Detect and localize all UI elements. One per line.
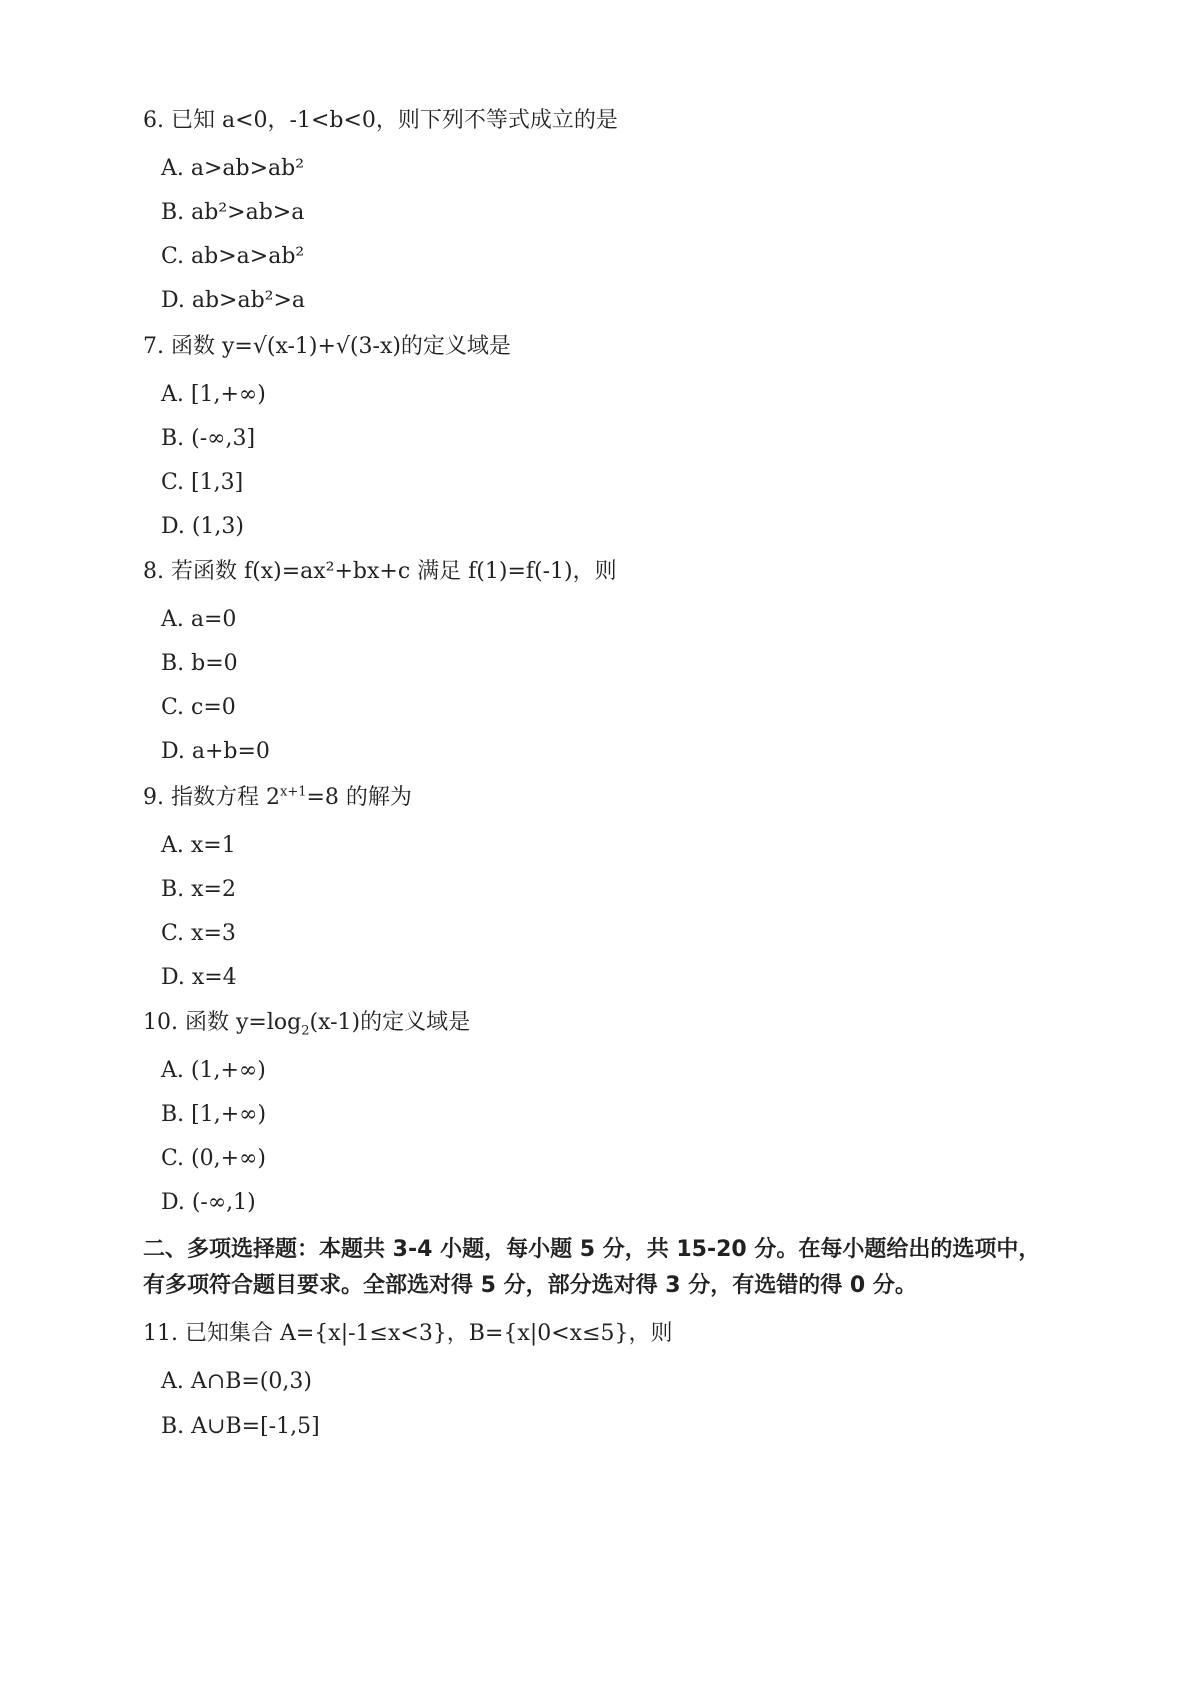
question-11-option-b: B. A∪B=[-1,5] [161,1414,320,1439]
question-7-stem: 7. 函数 y=√(x-1)+√(3-x)的定义域是 [143,334,511,359]
question-10-option-b: B. [1,+∞) [161,1102,267,1127]
question-9-stem-pre: 9. 指数方程 2 [143,785,280,810]
question-9-option-c: C. x=3 [161,921,236,946]
question-10-option-d: D. (-∞,1) [161,1190,256,1215]
question-6-option-b: B. ab²>ab>a [161,200,305,225]
question-6-option-d: D. ab>ab²>a [161,288,306,313]
question-8-option-a: A. a=0 [161,607,237,632]
question-11-stem: 11. 已知集合 A={x|-1≤x<3}，B={x|0<x≤5}，则 [143,1321,673,1346]
question-7-option-d: D. (1,3) [161,514,244,539]
question-10-log-base: 2 [301,1023,310,1039]
section-2-heading: 二、多项选择题：本题共 3-4 小题，每小题 5 分，共 15-20 分。在每小题给出的选项中，有多项符合题目要求。全部选对得 5 分，部分选对得 3 分，有选错的得 0 分。 [143,1237,1041,1298]
question-10-stem-post: (x-1)的定义域是 [309,1010,471,1035]
question-7-option-b: B. (-∞,3] [161,426,256,451]
question-10-stem-pre: 10. 函数 y=log [143,1010,302,1035]
question-10-option-c: C. (0,+∞) [161,1146,266,1171]
question-11-option-a: A. A∩B=(0,3) [161,1369,312,1394]
question-8-stem: 8. 若函数 f(x)=ax²+bx+c 满足 f(1)=f(-1)，则 [143,559,617,584]
question-8-option-d: D. a+b=0 [161,739,270,764]
question-9-exponent: x+1 [279,784,307,800]
question-6-option-a: A. a>ab>ab² [161,156,305,181]
question-8-option-c: C. c=0 [161,695,236,720]
question-9-stem-post: =8 的解为 [306,785,412,810]
question-9-stem [143,783,412,813]
question-7-option-a: A. [1,+∞) [161,382,266,407]
question-9-option-b: B. x=2 [161,877,236,902]
question-10-stem [143,1008,470,1038]
question-9-option-d: D. x=4 [161,965,237,990]
question-6-option-c: C. ab>a>ab² [161,244,305,269]
question-8-option-b: B. b=0 [161,651,238,676]
question-6-stem: 6. 已知 a<0，-1<b<0，则下列不等式成立的是 [143,108,618,133]
question-10-option-a: A. (1,+∞) [161,1058,266,1083]
question-9-option-a: A. x=1 [161,833,236,858]
question-7-option-c: C. [1,3] [161,470,244,495]
